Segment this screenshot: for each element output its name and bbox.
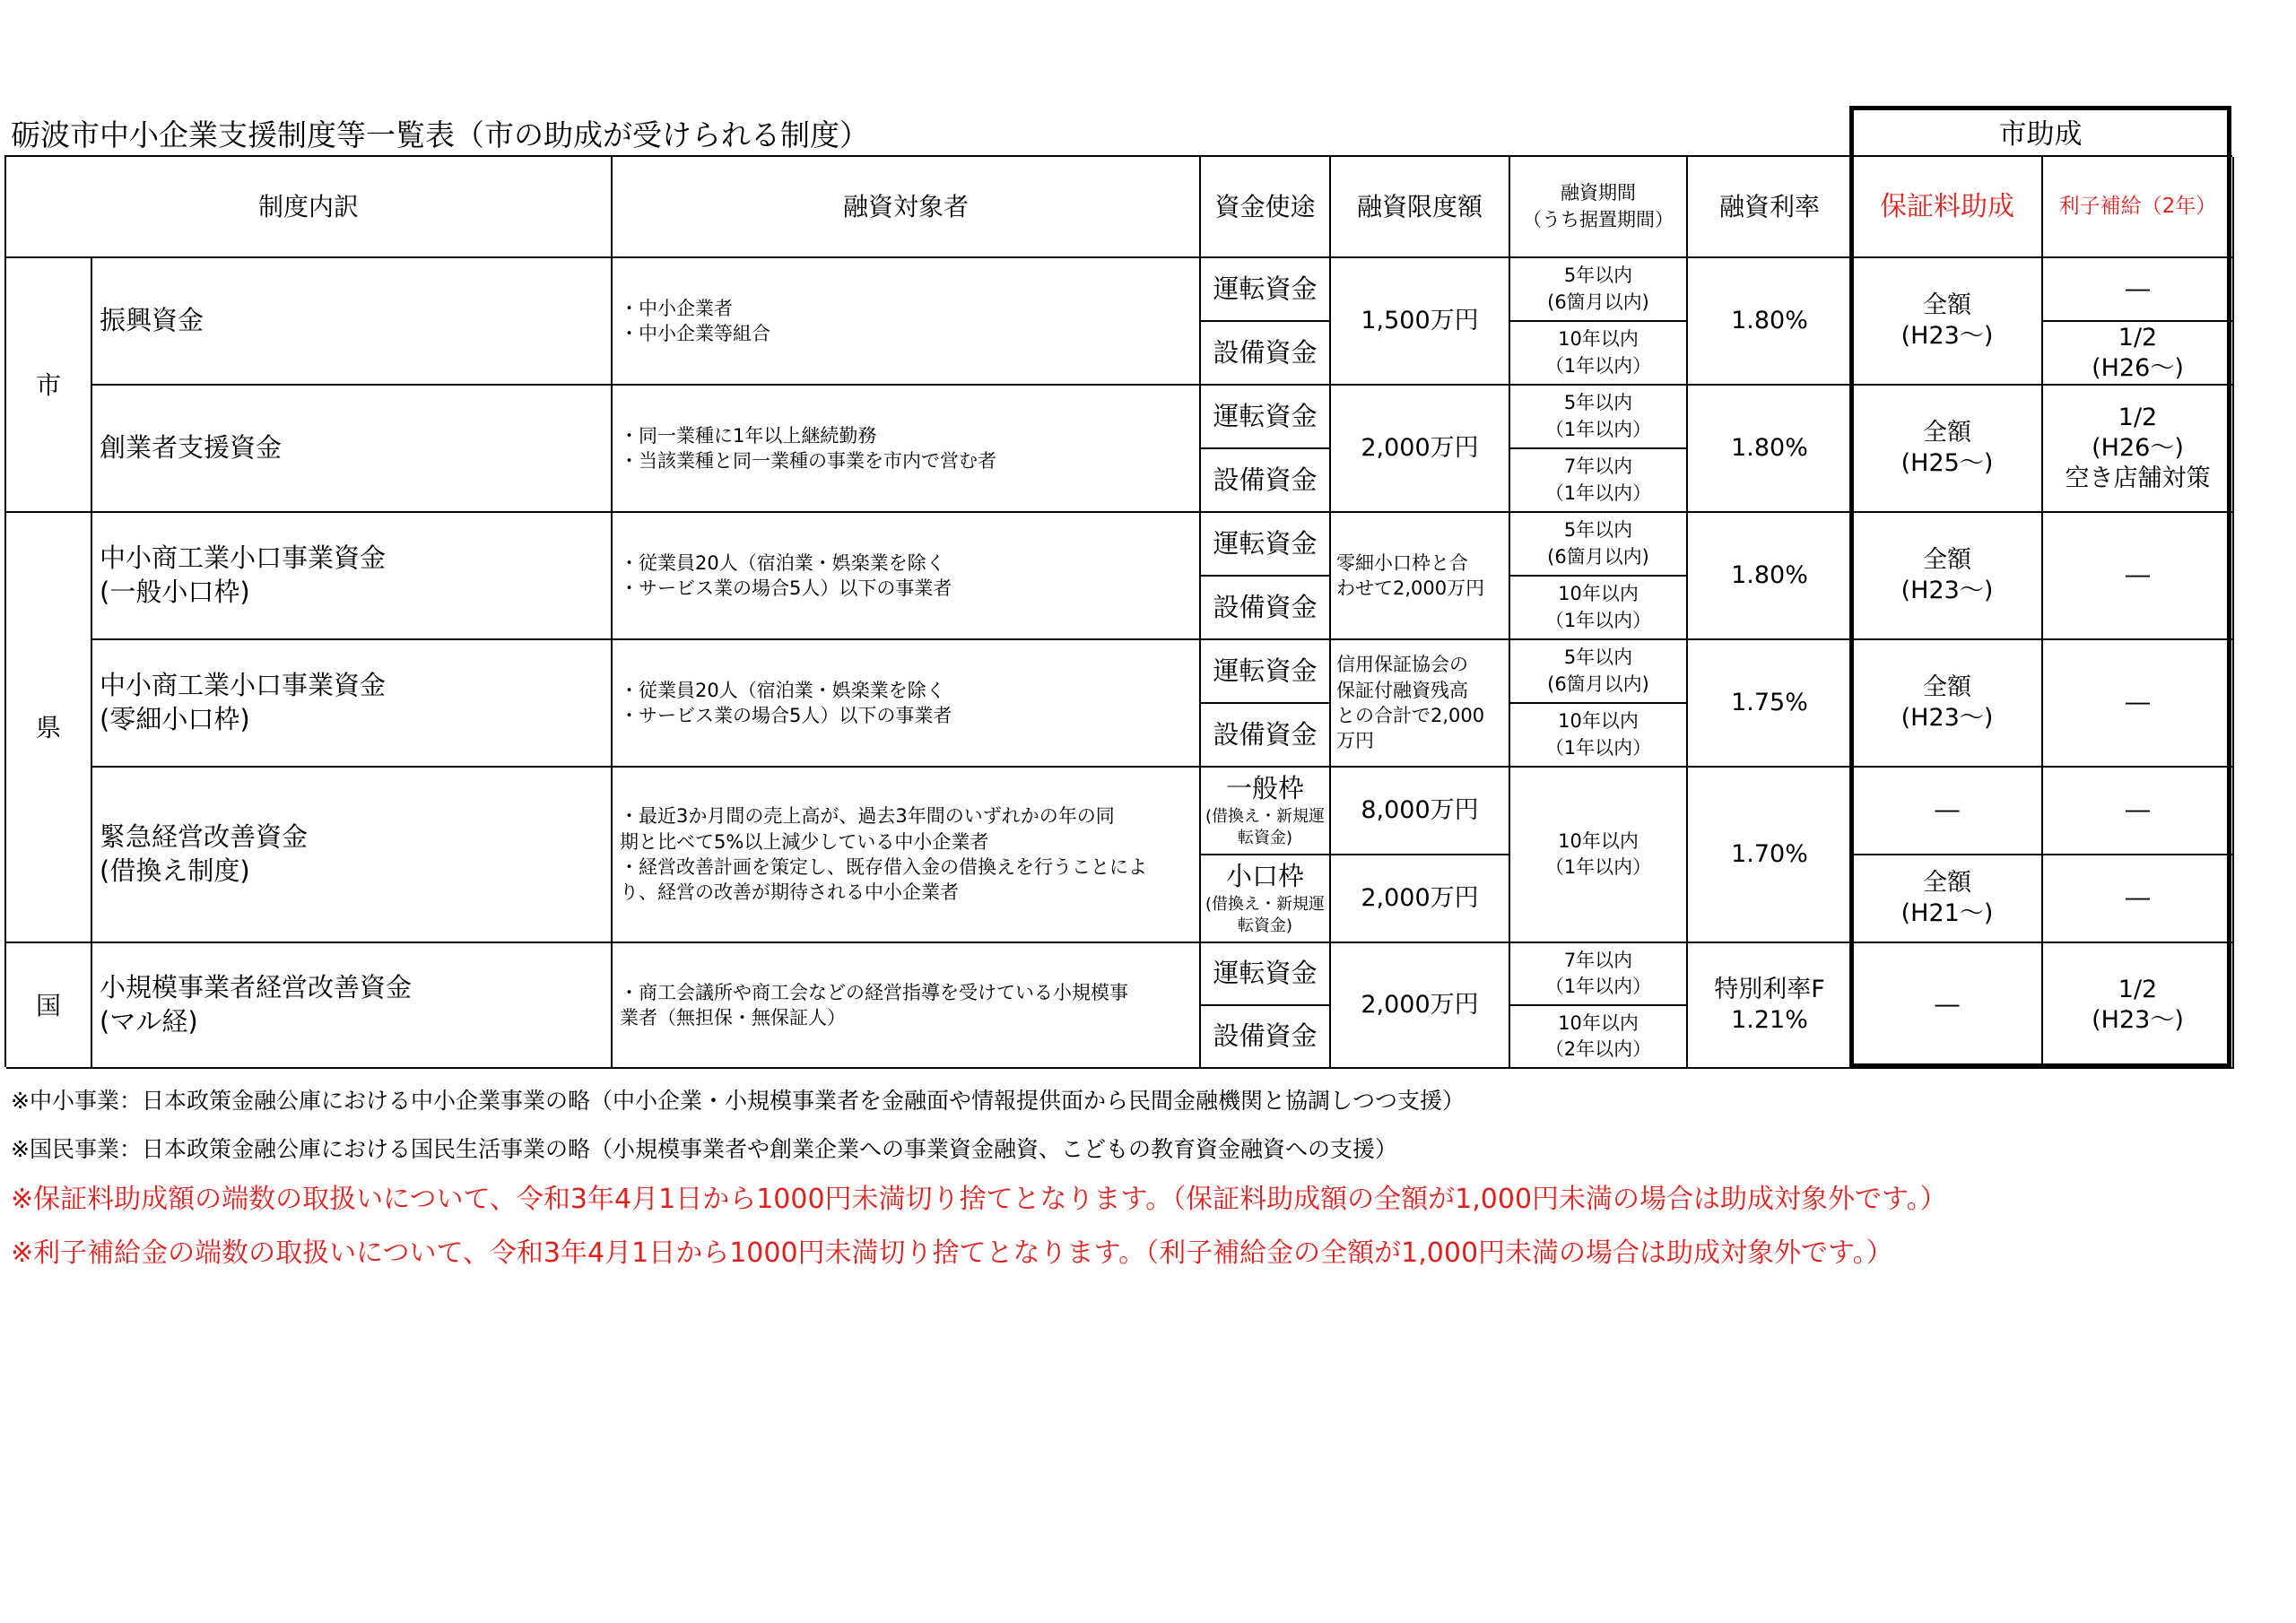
program-name: 創業者支援資金 — [92, 386, 613, 513]
header-period-line2: （うち据置期間） — [1523, 208, 1674, 230]
loan-period: 10年以内 （1年以内） — [1510, 704, 1688, 768]
guarantee-subsidy: 全額 (H23～) — [1853, 258, 2043, 386]
program-target: ・中小企業者 ・中小企業等組合 — [613, 258, 1201, 386]
fund-use: 小口枠 (借換え・新規運 転資金) — [1201, 855, 1331, 943]
interest-rate: 1.75% — [1688, 640, 1853, 768]
program-target: ・従業員20人（宿泊業・娯楽業を除く ・サービス業の場合5人）以下の事業者 — [613, 513, 1201, 640]
loan-period: 7年以内 （1年以内） — [1510, 449, 1688, 513]
loan-limit: 8,000万円 — [1331, 768, 1510, 855]
program-name: 中小商工業小口事業資金 (零細小口枠) — [92, 640, 613, 768]
loan-period: 5年以内 （1年以内） — [1510, 386, 1688, 449]
footnote-chusho: ※中小事業：日本政策金融公庫における中小企業事業の略（中小企業・小規模事業者を金融面や情報提供面から民間金融機関と協調しつつ支援） — [11, 1088, 1465, 1114]
interest-subsidy: ― — [2043, 513, 2234, 640]
loan-period: 10年以内 （1年以内） — [1510, 322, 1688, 386]
footnote-guarantee-rounding: ※保証料助成額の端数の取扱いについて、令和3年4月1日から1000円未満切り捨てとなります。（保証料助成額の全額が1,000円未満の場合は助成対象外です。） — [11, 1184, 1947, 1215]
header-target: 融資対象者 — [613, 157, 1201, 258]
fund-use: 運転資金 — [1201, 640, 1331, 704]
interest-subsidy: 1/2 (H23～) — [2043, 943, 2234, 1069]
loan-limit: 零細小口枠と合 わせて2,000万円 — [1331, 513, 1510, 640]
header-period — [1510, 157, 1688, 258]
fund-use: 運転資金 — [1201, 943, 1331, 1006]
interest-rate: 1.70% — [1688, 768, 1853, 943]
interest-rate: 1.80% — [1688, 258, 1853, 386]
loan-limit: 信用保証協会の 保証付融資残高 との合計で2,000 万円 — [1331, 640, 1510, 768]
loan-limit: 2,000万円 — [1331, 855, 1510, 943]
interest-subsidy: 1/2 (H26～) 空き店舗対策 — [2043, 386, 2234, 513]
city-subsidy-group-header: 市助成 — [1849, 106, 2231, 152]
fund-use: 運転資金 — [1201, 386, 1331, 449]
program-target: ・同一業種に1年以上継続勤務 ・当該業種と同一業種の事業を市内で営む者 — [613, 386, 1201, 513]
guarantee-subsidy: 全額 (H23～) — [1853, 513, 2043, 640]
footnote-kokumin: ※国民事業：日本政策金融公庫における国民生活事業の略（小規模事業者や創業企業への事業資金融資、こどもの教育資金融資への支援） — [11, 1136, 1397, 1162]
loan-period: 7年以内 （1年以内） — [1510, 943, 1688, 1006]
header-limit: 融資限度額 — [1331, 157, 1510, 258]
fund-use: 運転資金 — [1201, 513, 1331, 577]
fund-use: 設備資金 — [1201, 577, 1331, 640]
guarantee-subsidy: 全額 (H23～) — [1853, 640, 2043, 768]
program-name: 振興資金 — [92, 258, 613, 386]
program-name: 中小商工業小口事業資金 (一般小口枠) — [92, 513, 613, 640]
group-national: 国 — [6, 943, 92, 1069]
fund-use: 設備資金 — [1201, 322, 1331, 386]
program-target: ・従業員20人（宿泊業・娯楽業を除く ・サービス業の場合5人）以下の事業者 — [613, 640, 1201, 768]
page-title: 砺波市中小企業支援制度等一覧表（市の助成が受けられる制度） — [11, 117, 869, 152]
fund-use: 運転資金 — [1201, 258, 1331, 322]
guarantee-subsidy: ― — [1853, 768, 2043, 855]
loan-period: 10年以内 （1年以内） — [1510, 577, 1688, 640]
fund-use: 設備資金 — [1201, 1006, 1331, 1069]
interest-rate: 1.80% — [1688, 386, 1853, 513]
header-period-line1: 融資期間 — [1561, 182, 1636, 204]
interest-subsidy: ― — [2043, 855, 2234, 943]
header-rate: 融資利率 — [1688, 157, 1853, 258]
program-name: 小規模事業者経営改善資金 (マル経) — [92, 943, 613, 1069]
guarantee-subsidy: ― — [1853, 943, 2043, 1069]
guarantee-subsidy: 全額 (H25～) — [1853, 386, 2043, 513]
interest-rate: 特別利率F 1.21% — [1688, 943, 1853, 1069]
program-target: ・商工会議所や商工会などの経営指導を受けている小規模事 業者（無担保・無保証人） — [613, 943, 1201, 1069]
loan-period: 5年以内 (6箇月以内) — [1510, 258, 1688, 322]
loan-limit: 2,000万円 — [1331, 943, 1510, 1069]
guarantee-subsidy: 全額 (H21～) — [1853, 855, 2043, 943]
group-city: 市 — [6, 258, 92, 513]
interest-subsidy: ― — [2043, 258, 2234, 322]
interest-rate: 1.80% — [1688, 513, 1853, 640]
interest-subsidy: ― — [2043, 768, 2234, 855]
group-prefecture: 県 — [6, 513, 92, 943]
loan-limit: 1,500万円 — [1331, 258, 1510, 386]
header-program: 制度内訳 — [6, 157, 613, 258]
loan-period: 5年以内 (6箇月以内) — [1510, 513, 1688, 577]
loan-limit: 2,000万円 — [1331, 386, 1510, 513]
header-use: 資金使途 — [1201, 157, 1331, 258]
header-interest-subsidy: 利子補給（2年） — [2043, 157, 2234, 258]
loan-period: 10年以内 （1年以内） — [1510, 768, 1688, 943]
program-target: ・最近3か月間の売上高が、過去3年間のいずれかの年の同 期と比べて5%以上減少している中小企業者 ・経営改善計画を策定し、既存借入金の借換えを行うことによ り、経営の改善が期待される中小企業者 — [613, 768, 1201, 943]
interest-subsidy: 1/2 (H26～) — [2043, 322, 2234, 386]
support-programs-table — [4, 155, 2232, 1067]
loan-period: 5年以内 (6箇月以内) — [1510, 640, 1688, 704]
fund-use: 設備資金 — [1201, 704, 1331, 768]
footnote-interest-rounding: ※利子補給金の端数の取扱いについて、令和3年4月1日から1000円未満切り捨てとなります。（利子補給金の全額が1,000円未満の場合は助成対象外です。） — [11, 1237, 1893, 1269]
interest-subsidy: ― — [2043, 640, 2234, 768]
program-name: 緊急経営改善資金 (借換え制度) — [92, 768, 613, 943]
loan-period: 10年以内 （2年以内） — [1510, 1006, 1688, 1069]
header-guarantee-subsidy: 保証料助成 — [1853, 157, 2043, 258]
fund-use: 一般枠 (借換え・新規運 転資金) — [1201, 768, 1331, 855]
fund-use: 設備資金 — [1201, 449, 1331, 513]
